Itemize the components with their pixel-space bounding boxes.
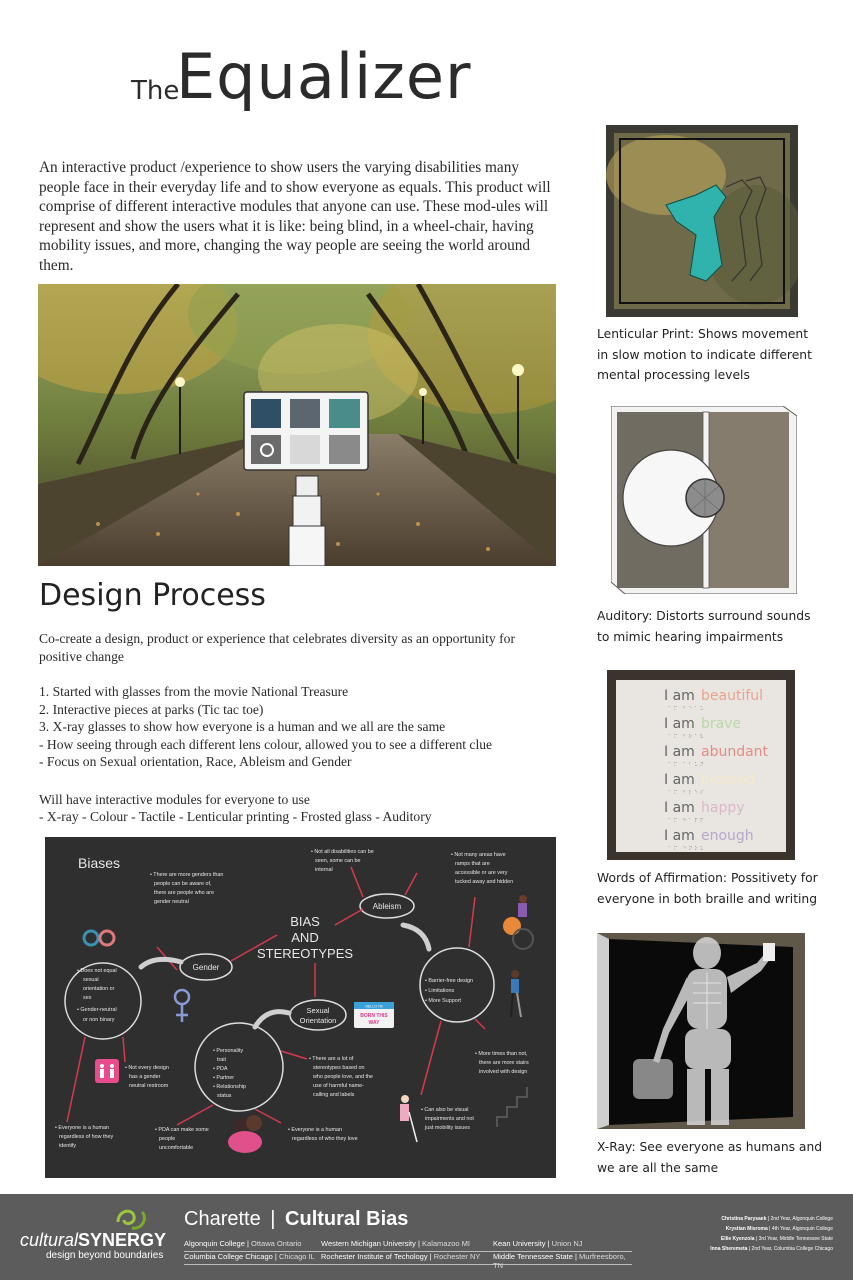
note-gender-list-5: • Gender-neutral (77, 1007, 117, 1013)
school-cell: Algonquin College | Ottawa Ontario (184, 1239, 302, 1248)
logo-tagline: design beyond boundaries (46, 1250, 164, 1261)
bubble-ableism: Ableism (372, 902, 402, 911)
note-genders-1: • There are more genders than (150, 872, 224, 878)
note-personality-2: trait (217, 1057, 226, 1063)
affirmation-caption (597, 868, 853, 909)
note-ramps-3: accessible or are very (455, 870, 508, 876)
affirmation-list (616, 686, 786, 854)
note-gender-list-2: sexual (83, 977, 99, 983)
braille-dots: ⠁⠍ ⠃⠗⠁⠧ (668, 734, 706, 740)
page-title: Equalizer (176, 40, 472, 113)
note-barrier-3: • More Support (425, 998, 462, 1004)
note-pda-1: • PDA can make some (155, 1127, 209, 1133)
note-ramps-4: tucked away and hidden (455, 879, 514, 885)
credit-line: Christina Parysaek | 2nd Year, Algonquin College (721, 1216, 833, 1222)
design-steps (39, 683, 559, 771)
step-3: 3. X-ray glasses to show how everyone is a human and we all are the same (39, 719, 446, 735)
note-genders-4: gender neutral (154, 899, 189, 905)
note-pda-2: people (159, 1136, 176, 1142)
affirmation-word: blessed (701, 772, 755, 788)
logo-cultural: cultural (20, 1230, 79, 1250)
note-stereotypes-3: who people love, and the (313, 1074, 373, 1080)
lenticular-caption-line-2: in slow motion to indicate different (597, 347, 812, 362)
charette-title: Charette | Cultural Bias (184, 1208, 409, 1230)
note-stairs-3: involved with design (479, 1069, 528, 1075)
lenticular-print-image (606, 125, 798, 317)
note-disabilities-3: internal (315, 867, 333, 873)
affirmation-word: enough (701, 828, 754, 844)
theme-label: Cultural Bias (285, 1208, 409, 1230)
note-ramps-2: ramps that are (455, 861, 490, 867)
park-render-image (38, 284, 556, 566)
lenticular-caption-line-1: Lenticular Print: Shows movement (597, 327, 809, 341)
xray-caption-line-1: X-Ray: See everyone as humans and (597, 1140, 823, 1154)
bubble-sexual-1: Sexual (306, 1006, 330, 1015)
note-personality-1: • Personality (213, 1048, 244, 1054)
note-visual-2: impairments and not (425, 1116, 474, 1122)
braille-dots: ⠁⠍ ⠃⠑⠁⠥ (668, 706, 706, 712)
note-restroom-1: • Not every design (125, 1065, 169, 1071)
sign-line-2: BORN THIS (360, 1013, 388, 1019)
affirmation-row: I am enough ⠁⠍ ⠑⠝⠕⠥ (664, 828, 754, 852)
note-stereotypes-2: stereotypes based on (313, 1065, 365, 1071)
charette-label: Charette (184, 1208, 261, 1230)
credits-list (710, 1214, 833, 1254)
note-genders-2: people can be aware of, (154, 881, 212, 887)
biases-mindmap (45, 837, 556, 1178)
note-human-love-2: regardless of who they love (292, 1136, 358, 1142)
sign-line-3: WAY (368, 1020, 380, 1026)
note-stereotypes-5: calling and labels (313, 1092, 355, 1098)
note-visual-3: just mobility issues (425, 1125, 470, 1131)
center-line-1: BIAS (290, 914, 320, 929)
note-barrier-1: • Barrier-free design (425, 978, 474, 984)
credit-line: Krystian Misroma | 4th Year, Algonquin College (725, 1226, 833, 1232)
modules-intro: Will have interactive modules for everyone to use (39, 792, 310, 807)
note-gender-list-4: sex (83, 995, 92, 1001)
modules-list: - X-ray - Colour - Tactile - Lenticular printing - Frosted glass - Auditory (39, 809, 432, 824)
affirmation-row: I am blessed ⠁⠍ ⠃⠇⠑⠎ (664, 772, 755, 796)
mindmap-label: Biases (78, 855, 121, 871)
credit-line: Ellie Kyenzola | 3rd Year, Middle Tennessee State (720, 1236, 833, 1242)
affirmation-word: happy (701, 800, 745, 816)
note-gender-list-6: or non binary (83, 1017, 115, 1023)
note-human-gender-2: regardless of how they (59, 1134, 114, 1140)
lenticular-caption (597, 324, 847, 386)
affirmation-caption-line-1: Words of Affirmation: Possitivety for (597, 871, 818, 885)
note-visual-1: • Can also be visual (421, 1107, 469, 1113)
footer-bar (0, 1194, 853, 1280)
affirmation-row: I am happy ⠁⠍ ⠓⠁⠏⠏ (664, 800, 745, 824)
affirmation-word: brave (701, 716, 742, 732)
note-stairs-1: • More times than not, (475, 1051, 528, 1057)
schools-table (184, 1239, 632, 1270)
step-5: - Focus on Sexual orientation, Race, Ableism and Gender (39, 754, 352, 770)
note-restroom-3: neutral restroom (129, 1083, 169, 1089)
auditory-caption-line-2: to mimic hearing impairments (597, 629, 784, 644)
note-personality-6: status (217, 1093, 232, 1099)
step-1: 1. Started with glasses from the movie National Treasure (39, 684, 349, 699)
note-gender-list-3: orientation or (83, 986, 115, 992)
affirmation-panel-image (607, 670, 795, 860)
sign-line-1: HELLO I'M (365, 1004, 383, 1009)
auditory-caption-line-1: Auditory: Distorts surround sounds (597, 609, 811, 623)
note-genders-3: there are people who are (154, 890, 214, 896)
note-personality-3: • PDA (213, 1066, 228, 1072)
affirmation-word: abundant (701, 744, 769, 760)
braille-dots: ⠁⠍ ⠁⠃⠥⠝ (668, 762, 706, 768)
design-brief: Co-create a design, product or experience that celebrates diversity as an opportunity for positive change (39, 631, 515, 664)
step-4: - How seeing through each different lens colour, allowed you to see a different clue (39, 736, 493, 752)
center-line-2: AND (291, 930, 319, 945)
note-disabilities-2: seen, some can be (315, 858, 361, 864)
affirmation-word: beautiful (701, 688, 764, 704)
title-prefix: The (131, 76, 180, 106)
lenticular-caption-line-3: mental processing levels (597, 368, 750, 382)
note-human-gender-3: identify (59, 1143, 77, 1149)
design-process-heading: Design Process (39, 578, 266, 613)
note-stereotypes-1: • There are a lot of (309, 1056, 354, 1062)
center-line-3: STEREOTYPES (256, 946, 354, 961)
step-2: 2. Interactive pieces at parks (Tic tac toe) (39, 701, 264, 717)
school-cell: Kean University | Union NJ (493, 1239, 583, 1248)
school-cell: Western Michigan University | Kalamazoo MI (321, 1239, 470, 1248)
auditory-module-image (611, 406, 797, 594)
born-this-way-sign-icon (354, 1002, 394, 1028)
swirl-logo-icon (112, 1204, 150, 1232)
school-cell: Middle Tennessee State | Murfreesboro, TN (493, 1252, 626, 1270)
note-personality-5: • Relationship (213, 1084, 247, 1090)
note-personality-4: • Partner (213, 1075, 235, 1081)
note-restroom-2: has a gender (129, 1074, 161, 1080)
credit-line: Inna Sheremeta | 2nd Year, Columbia College Chicago (710, 1246, 833, 1252)
note-disabilities-1: • Not all disabilities can be (311, 849, 374, 855)
affirmation-row: I am abundant ⠁⠍ ⠁⠃⠥⠝ (664, 744, 769, 768)
schools-row (184, 1252, 632, 1270)
xray-caption (597, 1137, 847, 1178)
xray-module-image (597, 933, 805, 1129)
intro-paragraph: An interactive product /experience to show users the varying disabilities many people face in their everyday life and to show everyone as equals. This product will comprise of different interactive modules that anyone can use. These mod-ules will represent and show the users what it is like: being blind, in a wheel-chair, having mobility issues, and more, changing the way people are seeing the world around them. (39, 159, 551, 274)
note-stairs-2: there are more stairs (479, 1060, 529, 1066)
xray-caption-line-2: we are all the same (597, 1160, 719, 1175)
braille-dots: ⠁⠍ ⠃⠇⠑⠎ (668, 790, 706, 796)
affirmation-row: I am beautiful ⠁⠍ ⠃⠑⠁⠥ (664, 688, 764, 712)
affirmation-caption-line-2: everyone in both braille and writing (597, 891, 818, 906)
logo-synergy: SYNERGY (78, 1230, 167, 1250)
note-pda-3: uncomfortable (159, 1145, 194, 1151)
braille-dots: ⠁⠍ ⠑⠝⠕⠥ (668, 846, 706, 852)
note-gender-list-1: • Does not equal (77, 968, 117, 974)
restroom-sign-icon (95, 1059, 119, 1083)
note-human-love-1: • Everyone is a human (288, 1127, 343, 1133)
auditory-caption (597, 606, 847, 647)
logo-wordmark (20, 1230, 166, 1251)
schools-row (184, 1239, 632, 1252)
school-cell: Rochester Institute of Techology | Rochester NY (321, 1252, 481, 1261)
note-barrier-2: • Limitations (425, 988, 455, 994)
note-ramps-1: • Not many areas have (451, 852, 506, 858)
note-stereotypes-4: use of harmful name- (313, 1083, 364, 1089)
affirmation-row: I am brave ⠁⠍ ⠃⠗⠁⠧ (664, 716, 742, 740)
bubble-sexual-2: Orientation (299, 1016, 337, 1025)
school-cell: Columbia College Chicago | Chicago IL (184, 1252, 315, 1261)
note-human-gender-1: • Everyone is a human (55, 1125, 110, 1131)
bubble-gender: Gender (192, 963, 220, 972)
affirmation-card (616, 680, 786, 852)
braille-dots: ⠁⠍ ⠓⠁⠏⠏ (668, 818, 706, 824)
